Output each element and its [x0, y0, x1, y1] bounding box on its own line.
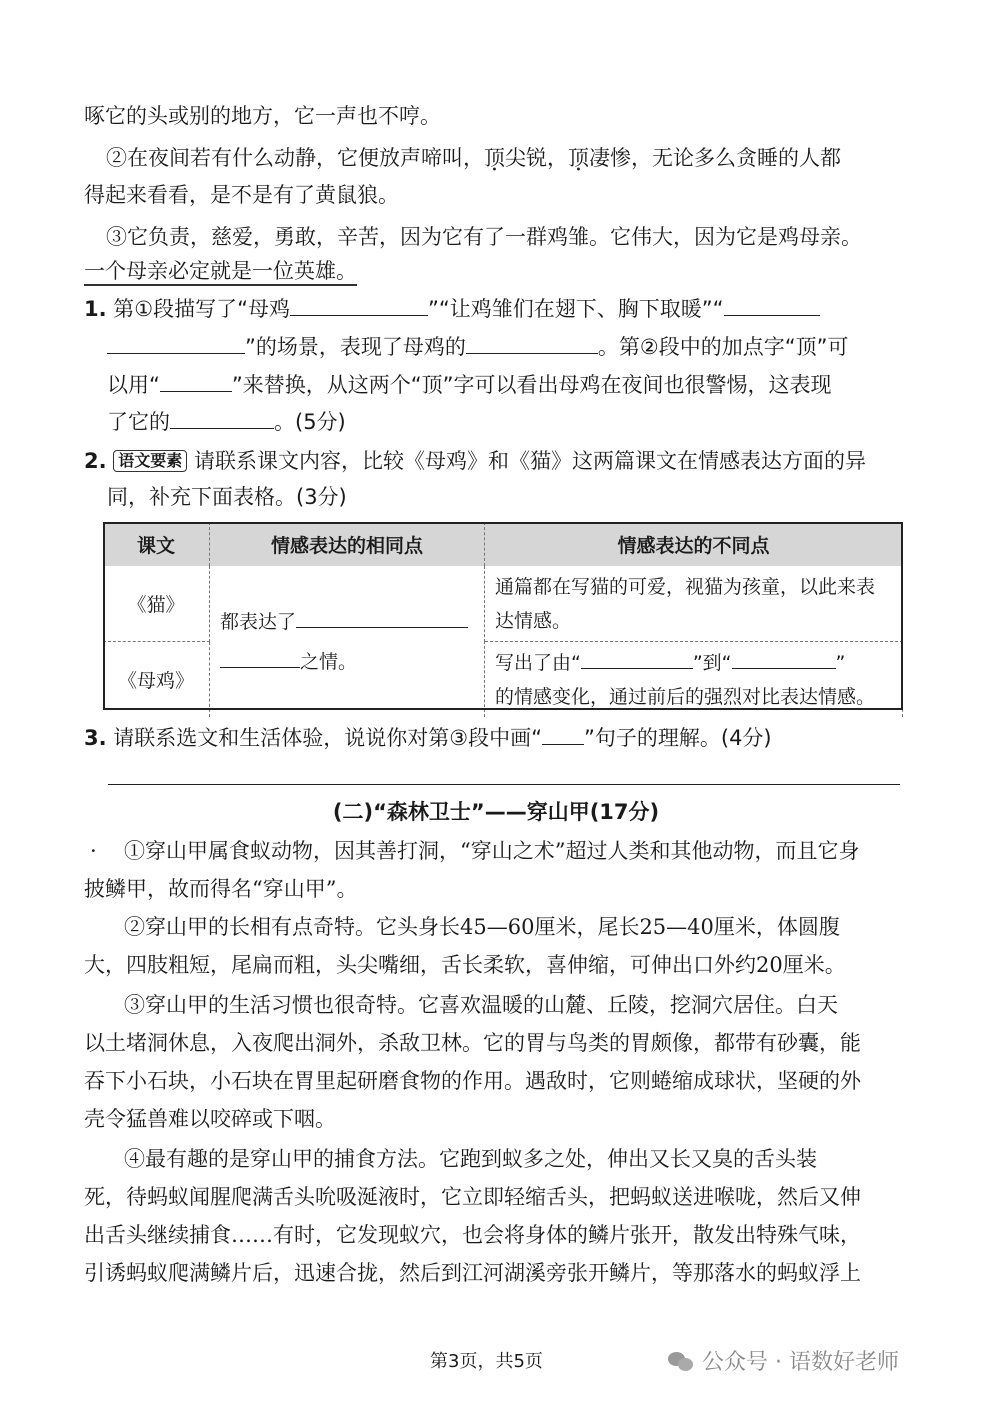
underlined-sentence: 一个母亲必定就是一位英雄。: [84, 256, 904, 286]
answer-blank[interactable]: [220, 645, 300, 668]
page-number: 第3页，共5页: [430, 1351, 543, 1372]
question-1-line: 了它的 。(5分): [107, 406, 927, 437]
answer-blank[interactable]: [732, 646, 836, 669]
passage-line: ①穿山甲属食蚁动物，因其善打洞，“穿山之术”超过人类和其他动物，而且它身: [124, 839, 860, 863]
passage-line: 披鳞甲，故而得名“穿山甲”。: [84, 877, 358, 901]
answer-line[interactable]: [108, 784, 900, 785]
answer-blank[interactable]: [581, 646, 693, 669]
table-header: 情感表达的不同点: [485, 522, 903, 566]
passage-line: ④最有趣的是穿山甲的捕食方法。它跑到蚁多之处，伸出又长又臭的舌头装: [124, 1147, 817, 1171]
passage-line: 得起来看看，是不是有了黄鼠狼。: [84, 183, 399, 207]
passage-line: 啄它的头或别的地方，它一声也不哼。: [84, 104, 441, 128]
category-badge: 语文要素: [113, 450, 187, 472]
answer-blank: [542, 722, 584, 745]
passage-line: 壳令猛兽难以咬碎或下咽。: [84, 1107, 336, 1131]
question-1-line: ”的场景，表现了母鸡的 。第②段中的加点字“顶”可: [107, 331, 927, 362]
passage-line: 以土堵洞休息，入夜爬出洞外，杀敌卫林。它的胃与鸟类的胃颇像，都带有砂囊，能: [84, 1031, 861, 1055]
dotted-char: 顶: [568, 146, 589, 170]
answer-blank[interactable]: [466, 331, 598, 354]
stray-mark: ·: [90, 839, 97, 863]
passage-line: 死，待蚂蚁闻腥爬满舌头吮吸涎液时，它立即轻缩舌头，把蚂蚁送进喉咙，然后又伸: [84, 1185, 861, 1209]
passage-line: ③穿山甲的生活习惯也很奇特。它喜欢温暖的山麓、丘陵，挖洞穴居住。白天: [124, 993, 838, 1017]
table-header-row: [103, 522, 903, 566]
answer-blank[interactable]: [290, 293, 428, 316]
table-cell-text: 《母鸡》: [103, 642, 210, 718]
answer-blank[interactable]: [170, 406, 274, 429]
table-cell-diff: 写出了由“ ”到“ ” 的情感变化，通过前后的强烈对比表达情感。: [485, 642, 903, 718]
table-cell-text: 《猫》: [103, 566, 210, 642]
answer-blank[interactable]: [724, 293, 820, 316]
passage-line: ②穿山甲的长相有点奇特。它头身长45—60厘米，尾长25—40厘米，体圆腹: [124, 915, 840, 939]
table-cell-diff: 通篇都在写猫的可爱，视猫为孩童，以此来表 达情感。: [485, 566, 903, 642]
wechat-icon: [668, 1352, 694, 1372]
watermark: 公众号 · 语数好老师: [668, 1345, 899, 1376]
passage-line: 大，四肢粗短，尾扁而粗，头尖嘴细，舌长柔软，喜伸缩，可伸出口外约20厘米。: [84, 953, 846, 977]
passage-paragraph-2-line: ②在夜间若有什么动静，它便放声啼叫，顶尖锐，顶凄惨，无论多么贪睡的人都: [106, 146, 841, 170]
passage-line: 出舌头继续捕食……有时，它发现蚁穴，也会将身体的鳞片张开，散发出特殊气味，: [84, 1223, 861, 1247]
answer-blank[interactable]: [296, 605, 468, 628]
passage-line: ③它负责，慈爱，勇敢，辛苦，因为它有了一群鸡雏。它伟大，因为它是鸡母亲。: [106, 225, 862, 249]
question-1-line: 1. 第①段描写了“母鸡 ”“让鸡雏们在翅下、胸下取暖”“: [84, 293, 904, 324]
passage-line: 吞下小石块，小石块在胃里起研磨食物的作用。遇敌时，它则蜷缩成球状，坚硬的外: [84, 1069, 861, 1093]
table-header: 情感表达的相同点: [210, 522, 485, 566]
question-2-line: 同，补充下面表格。(3分): [107, 485, 347, 509]
answer-blank[interactable]: [160, 369, 232, 392]
passage-line: 引诱蚂蚁爬满鳞片后，迅速合拢，然后到江河湖溪旁张开鳞片，等那落水的蚂蚁浮上: [84, 1261, 861, 1285]
dotted-char: 顶: [484, 146, 505, 170]
question-1-line: 以用“ ”来替换，从这两个“顶”字可以看出母鸡在夜间也很警惕，这表现: [107, 369, 927, 400]
table-cell-same: 都表达了 之情。: [210, 566, 485, 717]
question-3-line: 3. 请联系选文和生活体验，说说你对第③段中画“ ”句子的理解。(4分): [84, 722, 904, 753]
comparison-table: [103, 522, 903, 717]
question-2-line: 2. 语文要素 请联系课文内容，比较《母鸡》和《猫》这两篇课文在情感表达方面的异: [84, 449, 866, 473]
answer-blank[interactable]: [107, 331, 245, 354]
section-title: (二)“森林卫士”——穿山甲(17分): [332, 800, 660, 824]
table-row: [103, 566, 903, 642]
table-header: 课文: [103, 522, 210, 566]
